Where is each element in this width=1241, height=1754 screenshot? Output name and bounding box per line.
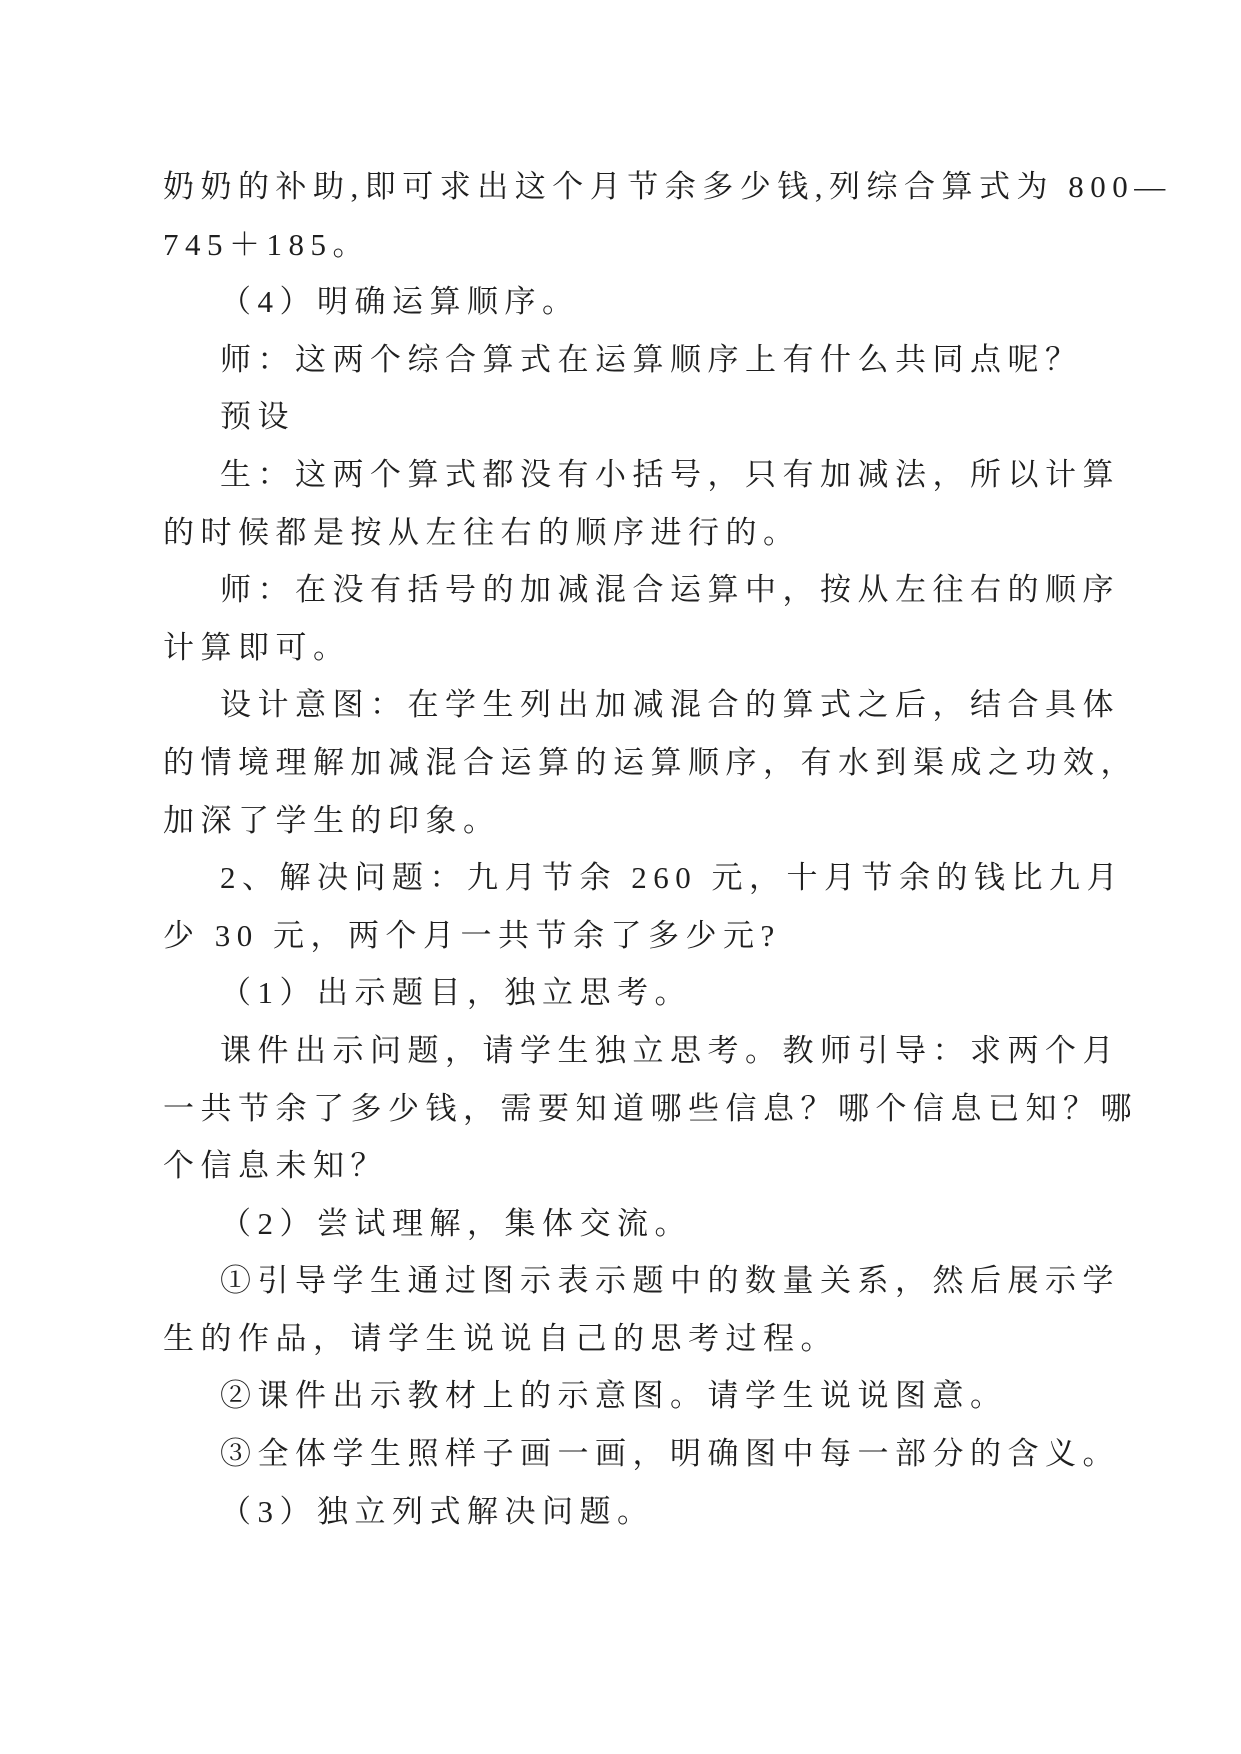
text-line: 生：这两个算式都没有小括号，只有加减法，所以计算 [220,456,1120,492]
text-line: （1）出示题目，独立思考。 [220,975,692,1011]
text-line: 个信息未知？ [163,1148,388,1184]
text-line: ①引导学生通过图示表示题中的数量关系，然后展示学 [220,1263,1120,1299]
document-text-block [163,158,1172,1540]
text-line: （2）尝试理解，集体交流。 [220,1205,692,1241]
text-line: 2、解决问题：九月节余 260 元，十月节余的钱比九月 [220,860,1124,896]
text-line: 师：这两个综合算式在运算顺序上有什么共同点呢？ [220,341,1083,377]
text-line: ②课件出示教材上的示意图。请学生说说图意。 [220,1378,1008,1414]
text-line: ③全体学生照样子画一画，明确图中每一部分的含义。 [220,1436,1120,1472]
text-line: 计算即可。 [163,629,351,665]
text-line: 生的作品，请学生说说自己的思考过程。 [163,1320,838,1356]
text-line: 师：在没有括号的加减混合运算中，按从左往右的顺序 [220,572,1120,608]
text-line: 少 30 元，两个月一共节余了多少元? [163,917,781,953]
text-line: 的情境理解加减混合运算的运算顺序，有水到渠成之功效， [163,744,1138,780]
text-line: 预设 [220,399,295,435]
text-line: 课件出示问题，请学生独立思考。教师引导：求两个月 [220,1032,1120,1068]
text-line: 加深了学生的印象。 [163,802,501,838]
text-line: 的时候都是按从左往右的顺序进行的。 [163,514,801,550]
text-line: 一共节余了多少钱，需要知道哪些信息？哪个信息已知？哪 [163,1090,1138,1126]
text-line: 745＋185。 [163,226,370,262]
text-line: 设计意图：在学生列出加减混合的算式之后，结合具体 [220,687,1120,723]
text-line: （4）明确运算顺序。 [220,284,580,320]
text-line: 奶奶的补助,即可求出这个月节余多少钱,列综合算式为 800— [163,169,1172,204]
text-line: （3）独立列式解决问题。 [220,1493,655,1529]
